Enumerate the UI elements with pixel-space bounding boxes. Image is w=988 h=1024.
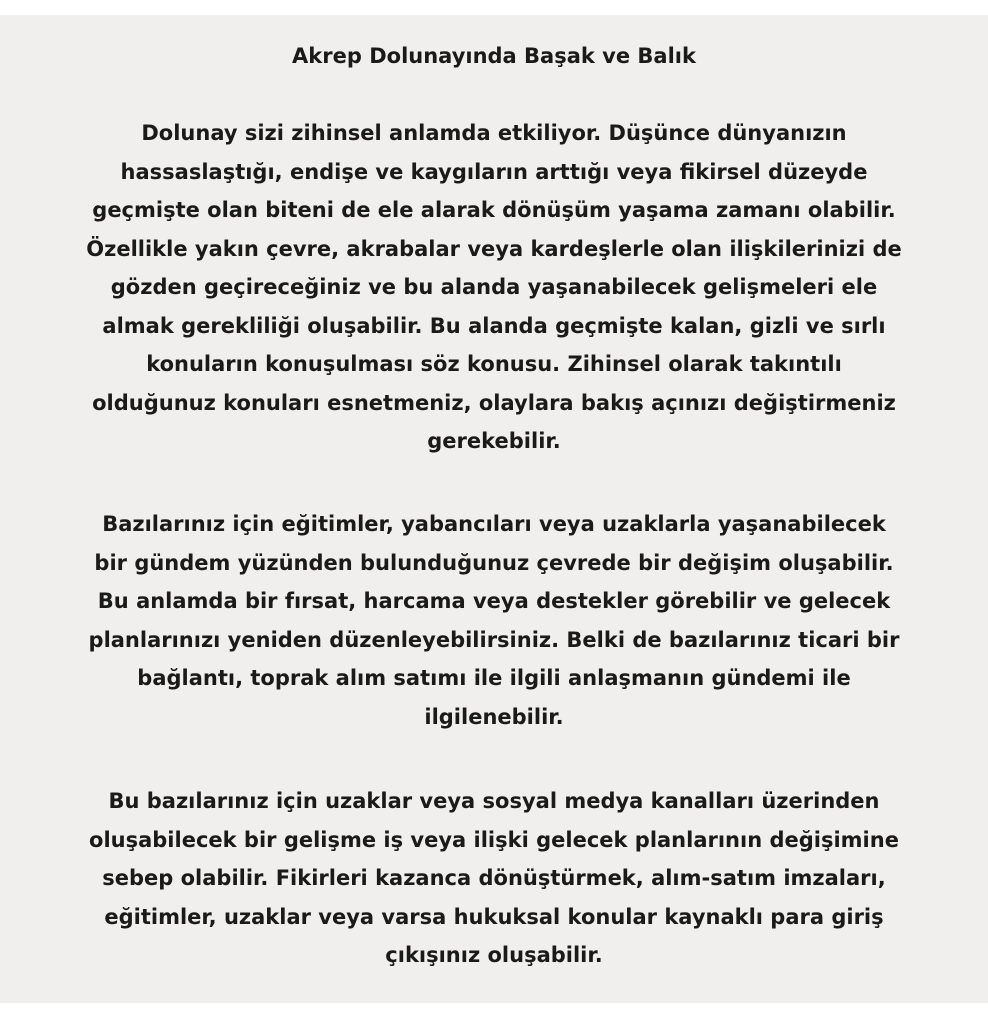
paragraph-line: planlarınızı yeniden düzenleyebilirsiniz. Belki de bazılarınız ticari bir (88, 627, 900, 652)
text-card (0, 15, 988, 1003)
paragraph-line: sebep olabilir. Fikirleri kazanca dönüştürmek, alım-satım imzaları, (102, 866, 886, 890)
paragraph-line: gerekebilir. (427, 429, 561, 453)
paragraph-line: oluşabilecek bir gelişme iş veya ilişki gelecek planlarının değişimine (89, 827, 899, 852)
paragraph-line: almak gerekliliği oluşabilir. Bu alanda geçmişte kalan, gizli ve sırlı (102, 313, 886, 338)
paragraph-1 (0, 114, 988, 461)
paragraph-line: bağlantı, toprak alım satımı ile ilgili anlaşmanın gündemi ile (137, 666, 851, 690)
paragraph-line: bir gündem yüzünden bulunduğunuz çevrede bir değişim oluşabilir. (94, 550, 894, 575)
paragraph-line: gözden geçireceğiniz ve bu alanda yaşanabilecek gelişmeleri ele (110, 275, 878, 299)
paragraph-line: Bu anlamda bir fırsat, harcama veya destekler görebilir ve gelecek (97, 589, 891, 613)
paragraph-line: Özellikle yakın çevre, akrabalar veya kardeşlerle olan ilişkilerinizi de (86, 236, 902, 261)
paragraph-2 (0, 505, 988, 736)
paragraph-line: Dolunay sizi zihinsel anlamda etkiliyor. Düşünce dünyanızın (141, 121, 847, 145)
paragraph-line: olduğunuz konuları esnetmeniz, olaylara bakış açınızı değiştirmeniz (92, 390, 896, 415)
paragraph-line: eğitimler, uzaklar veya varsa hukuksal konular kaynaklı para giriş (104, 904, 884, 929)
paragraph-line: geçmişte olan biteni de ele alarak dönüşüm yaşama zamanı olabilir. (92, 198, 896, 222)
paragraph-line: Bazılarınız için eğitimler, yabancıları veya uzaklarla yaşanabilecek (102, 512, 886, 536)
paragraph-line: ilgilenebilir. (424, 704, 564, 729)
paragraph-line: konuların konuşulması söz konusu. Zihinsel olarak takıntılı (146, 352, 842, 376)
paragraph-3 (0, 782, 988, 975)
page-title: Akrep Dolunayında Başak ve Balık (292, 44, 696, 68)
paragraph-line: hassaslaştığı, endişe ve kaygıların arttığı veya fikirsel düzeyde (120, 159, 868, 184)
paragraph-line: Bu bazılarınız için uzaklar veya sosyal medya kanalları üzerinden (108, 789, 880, 813)
paragraph-line: çıkışınız oluşabilir. (385, 943, 603, 967)
